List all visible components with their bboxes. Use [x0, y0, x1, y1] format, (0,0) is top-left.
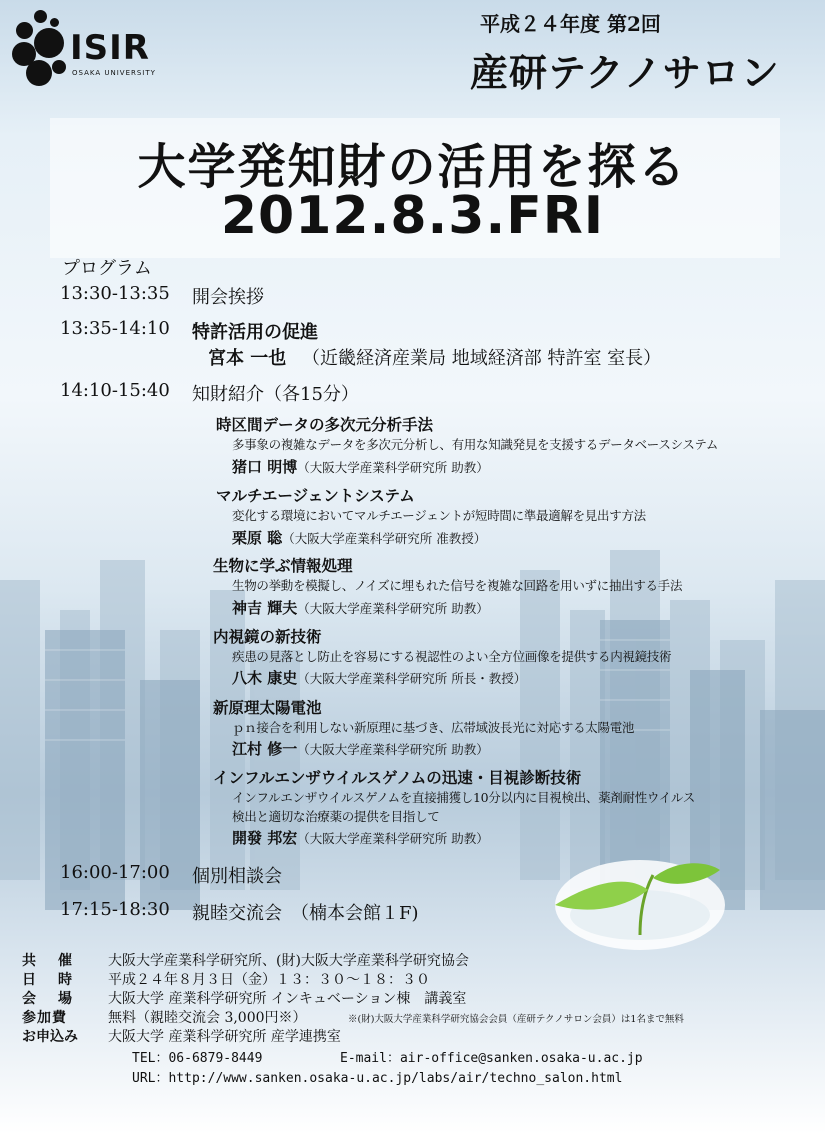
speaker-affiliation: （大阪大学産業科学研究所 助教）: [297, 601, 489, 616]
event-series-title: 産研テクノサロン: [470, 50, 780, 95]
contact-tel: TEL：06-6879-8449: [132, 1051, 263, 1066]
talk-title: マルチエージェントシステム: [216, 486, 415, 505]
social-time: 17:15-18:30: [60, 899, 170, 920]
apply-label: お申込み: [22, 1029, 78, 1045]
talk-speaker: [232, 456, 489, 477]
contact-url[interactable]: URL：http://www.sanken.osaka-u.ac.jp/labs/air/techno_salon.html: [132, 1071, 623, 1086]
talk-description: ｐｎ接合を利用しない新原理に基づき、広帯域波長光に対応する太陽電池: [232, 720, 635, 735]
speaker-affiliation: （大阪大学産業科学研究所 助教）: [297, 831, 489, 846]
speaker-affiliation: （大阪大学産業科学研究所 助教）: [297, 742, 489, 757]
organizer-label: 共 催: [22, 953, 76, 969]
event-date: 2012.8.3.FRI: [220, 186, 605, 246]
sprout-globe-image: [545, 820, 735, 950]
talk-description: インフルエンザウイルスゲノムを直接捕獲し10分以内に目視検出、薬剤耐性ウイルス: [232, 790, 695, 805]
talk-description: 疾患の見落とし防止を容易にする視認性のよい全方位画像を提供する内視鏡技術: [232, 649, 672, 664]
speaker-name: 神吉 輝夫: [232, 599, 298, 617]
contact-email[interactable]: E-mail：air-office@sanken.osaka-u.ac.jp: [340, 1051, 643, 1066]
logo-subtext: OSAKA UNIVERSITY: [72, 69, 156, 77]
talk-description-continued: 検出と適切な治療薬の提供を目指して: [232, 809, 440, 824]
consult-time: 16:00-17:00: [60, 862, 170, 883]
venue-label: 会 場: [22, 991, 76, 1007]
keynote-speaker: 宮本 一也: [208, 348, 287, 369]
speaker-name: 八木 康史: [232, 669, 298, 687]
talk-title: 時区間データの多次元分析手法: [216, 415, 434, 434]
talk-speaker: [232, 597, 489, 618]
venue-value: 大阪大学 産業科学研究所 インキュベーション棟 講義室: [108, 991, 467, 1007]
talk-speaker: [232, 527, 486, 548]
talk-title: インフルエンザウイルスゲノムの迅速・目視診断技術: [213, 768, 582, 787]
talk-description: 多事象の複雑なデータを多次元分析し、有用な知識発見を支援するデータベースシステム: [232, 437, 719, 452]
opening-label: 開会挨拶: [192, 287, 264, 308]
keynote-title: 特許活用の促進: [192, 322, 318, 343]
isir-logo: [12, 8, 172, 88]
keynote-time: 13:35-14:10: [60, 318, 170, 339]
apply-value: 大阪大学 産業科学研究所 産学連携室: [108, 1029, 341, 1045]
talk-speaker: [232, 827, 489, 848]
intro-label: 知財紹介（各15分）: [192, 384, 359, 405]
datetime-value: 平成２４年８月３日（金）１３：３０〜１８：３０: [108, 972, 430, 988]
speaker-affiliation: （大阪大学産業科学研究所 助教）: [297, 460, 489, 475]
talk-description: 変化する環境においてマルチエージェントが短時間に準最適解を見出す方法: [232, 508, 646, 523]
speaker-affiliation: （大阪大学産業科学研究所 所長・教授）: [297, 671, 527, 686]
talk-title: 生物に学ぶ情報処理: [213, 556, 353, 575]
fee-note: ※(財)大阪大学産業科学研究協会会員（産研テクノサロン会員）は1名まで無料: [348, 1014, 684, 1025]
fee-value: 無料（親睦交流会 3,000円※）: [108, 1010, 307, 1026]
fee-label: 参加費: [22, 1010, 67, 1026]
talk-speaker: [232, 667, 526, 688]
talk-title: 新原理太陽電池: [213, 698, 322, 717]
talk-description: 生物の挙動を模擬し、ノイズに埋もれた信号を複雑な回路を用いずに抽出する手法: [232, 578, 683, 593]
keynote-affiliation: （近畿経済産業局 地域経済部 特許室 室長）: [302, 348, 662, 369]
datetime-label: 日 時: [22, 972, 76, 988]
logo-text: ISIR: [70, 28, 150, 68]
keynote-speaker-line: [208, 344, 661, 370]
event-year-label: 平成２４年度 第2回: [480, 12, 661, 36]
speaker-name: 猪口 明博: [232, 458, 298, 476]
organizer-value: 大阪大学産業科学研究所、(財)大阪大学産業科学研究協会: [108, 953, 469, 969]
talk-speaker: [232, 738, 489, 759]
speaker-name: 江村 修一: [232, 740, 298, 758]
main-title: 大学発知財の活用を探る: [137, 139, 688, 195]
speaker-affiliation: （大阪大学産業科学研究所 准教授）: [282, 531, 487, 546]
speaker-name: 開發 邦宏: [232, 829, 298, 847]
speaker-name: 栗原 聡: [232, 529, 283, 547]
social-label: 親睦交流会 （楠本会館１F): [192, 903, 419, 924]
opening-time: 13:30-13:35: [60, 283, 170, 304]
consult-label: 個別相談会: [192, 866, 282, 887]
program-heading: プログラム: [62, 258, 152, 279]
intro-time: 14:10-15:40: [60, 380, 170, 401]
talk-title: 内視鏡の新技術: [213, 627, 322, 646]
